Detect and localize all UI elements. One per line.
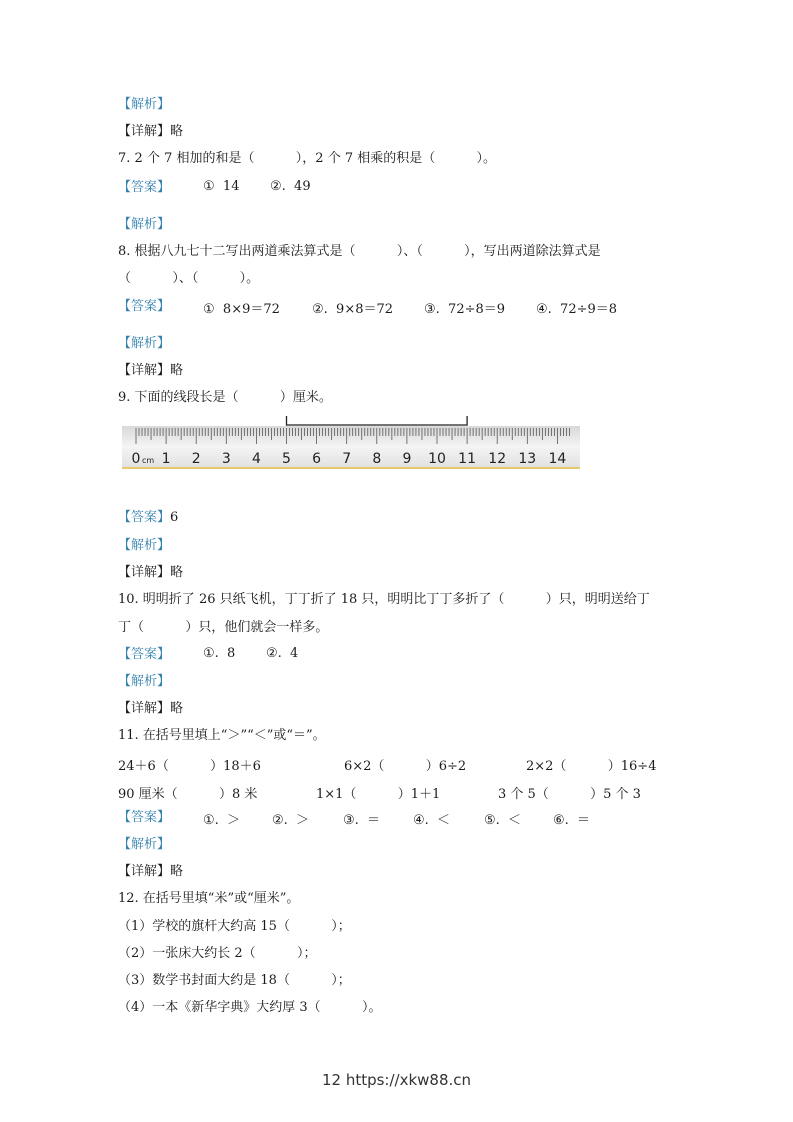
answer-label: 【答案】 <box>118 810 171 825</box>
xiangjie-row <box>118 123 183 141</box>
answer-item: ⑥. ＝ <box>553 813 591 828</box>
xiangjie-content: 略 <box>170 565 184 580</box>
question-8-line1: 8. 根据八九七十二写出两道乘法算式是（ ）、（ ），写出两道除法算式是 <box>118 244 601 259</box>
answer-item: ① 8×9＝72 <box>203 302 280 317</box>
answer-item: ②. 49 <box>270 179 311 194</box>
ruler-label: 11 <box>458 451 477 467</box>
ruler-label: 8 <box>372 451 382 467</box>
answer-item: ①. ＞ <box>203 813 241 828</box>
jiexi-label: 【解析】 <box>118 837 171 852</box>
ruler-label: 4 <box>251 451 261 467</box>
compare-item: 90 厘米（ ）8 米 <box>118 787 258 802</box>
xiangjie-content: 略 <box>170 363 184 378</box>
xiangjie-label: 【详解】 <box>118 701 171 716</box>
jiexi-label: 【解析】 <box>118 538 171 553</box>
ruler-image <box>122 426 580 469</box>
answer-value: 6 <box>170 510 179 525</box>
answer-label: 【答案】 <box>118 510 171 525</box>
ruler-label: 13 <box>518 451 537 467</box>
ruler-label: 6 <box>312 451 322 467</box>
answer-label: 【答案】 <box>118 647 171 662</box>
answer-item: ②. 4 <box>266 646 299 661</box>
sub-question: （3）数学书封面大约是 18（ ）； <box>118 973 351 988</box>
ruler-label: 0 <box>131 451 141 467</box>
xiangjie-row <box>118 362 183 380</box>
xiangjie-row <box>118 700 183 718</box>
ruler-label: 7 <box>342 451 352 467</box>
ruler-label: 3 <box>221 451 231 467</box>
ruler-label: 10 <box>428 451 446 467</box>
answer-item: ③. 72÷8＝9 <box>424 302 506 317</box>
xiangjie-label: 【详解】 <box>118 864 171 879</box>
answer-label: 【答案】 <box>118 180 171 195</box>
compare-item: 1×1（ ）1＋1 <box>316 787 441 802</box>
answer-item: ③. ＝ <box>343 813 381 828</box>
question-10-line1: 10. 明明折了 26 只纸飞机，丁丁折了 18 只，明明比丁丁多折了（ ）只，明明送给丁 <box>118 592 650 607</box>
compare-item: 2×2（ ）16÷4 <box>526 759 657 774</box>
ruler-label: 5 <box>282 451 291 467</box>
jiexi-label: 【解析】 <box>118 97 171 112</box>
ruler-edge <box>122 467 580 469</box>
compare-item: 6×2（ ）6÷2 <box>344 759 467 774</box>
xiangjie-content: 略 <box>170 864 184 879</box>
answer-item: ① 14 <box>203 179 240 194</box>
compare-item: 24＋6（ ）18＋6 <box>118 759 261 774</box>
xiangjie-label: 【详解】 <box>118 124 171 139</box>
question-8-line2: （ ）、（ ）。 <box>118 271 260 286</box>
question-9: 9. 下面的线段长是（ ）厘米。 <box>118 390 332 405</box>
question-12: 12. 在括号里填“米”或“厘米”。 <box>118 891 300 906</box>
answer-item: ④. ＜ <box>413 813 451 828</box>
sub-question: （1）学校的旗杆大约高 15（ ）； <box>118 919 351 934</box>
xiangjie-label: 【详解】 <box>118 565 171 580</box>
answer-item: ①. 8 <box>203 646 236 661</box>
question-7: 7. 2 个 7 相加的和是（ ），2 个 7 相乘的积是（ ）。 <box>118 151 497 166</box>
answer-item: ②. ＞ <box>272 813 310 828</box>
xiangjie-content: 略 <box>170 124 184 139</box>
xiangjie-row <box>118 564 183 582</box>
jiexi-label: 【解析】 <box>118 674 171 689</box>
answer-row <box>118 509 178 527</box>
xiangjie-content: 略 <box>170 701 184 716</box>
ruler-label: 12 <box>488 451 507 467</box>
jiexi-label: 【解析】 <box>118 336 171 351</box>
ruler-label: 1 <box>161 451 171 467</box>
ruler-label: 2 <box>191 451 201 467</box>
xiangjie-row <box>118 863 183 881</box>
answer-item: ⑤. ＜ <box>484 813 522 828</box>
sub-question: （4）一本《新华字典》大约厚 3（ ）。 <box>118 1000 382 1015</box>
answer-label: 【答案】 <box>118 299 171 314</box>
ruler-label: 14 <box>548 451 567 467</box>
jiexi-label: 【解析】 <box>118 217 171 232</box>
answer-item: ④. 72÷9＝8 <box>536 302 618 317</box>
compare-item: 3 个 5（ ）5 个 3 <box>498 787 641 802</box>
answer-item: ②. 9×8＝72 <box>312 302 394 317</box>
question-10-line2: 丁（ ）只，他们就会一样多。 <box>118 620 329 635</box>
xiangjie-label: 【详解】 <box>118 363 171 378</box>
sub-question: （2）一张床大约长 2（ ）； <box>118 946 317 961</box>
ruler-label: 9 <box>402 451 412 467</box>
question-11: 11. 在括号里填上“＞”“＜”或“＝”。 <box>118 728 326 743</box>
page-footer: 12 https://xkw88.cn <box>321 1071 472 1089</box>
ruler-unit: cm <box>142 456 155 465</box>
